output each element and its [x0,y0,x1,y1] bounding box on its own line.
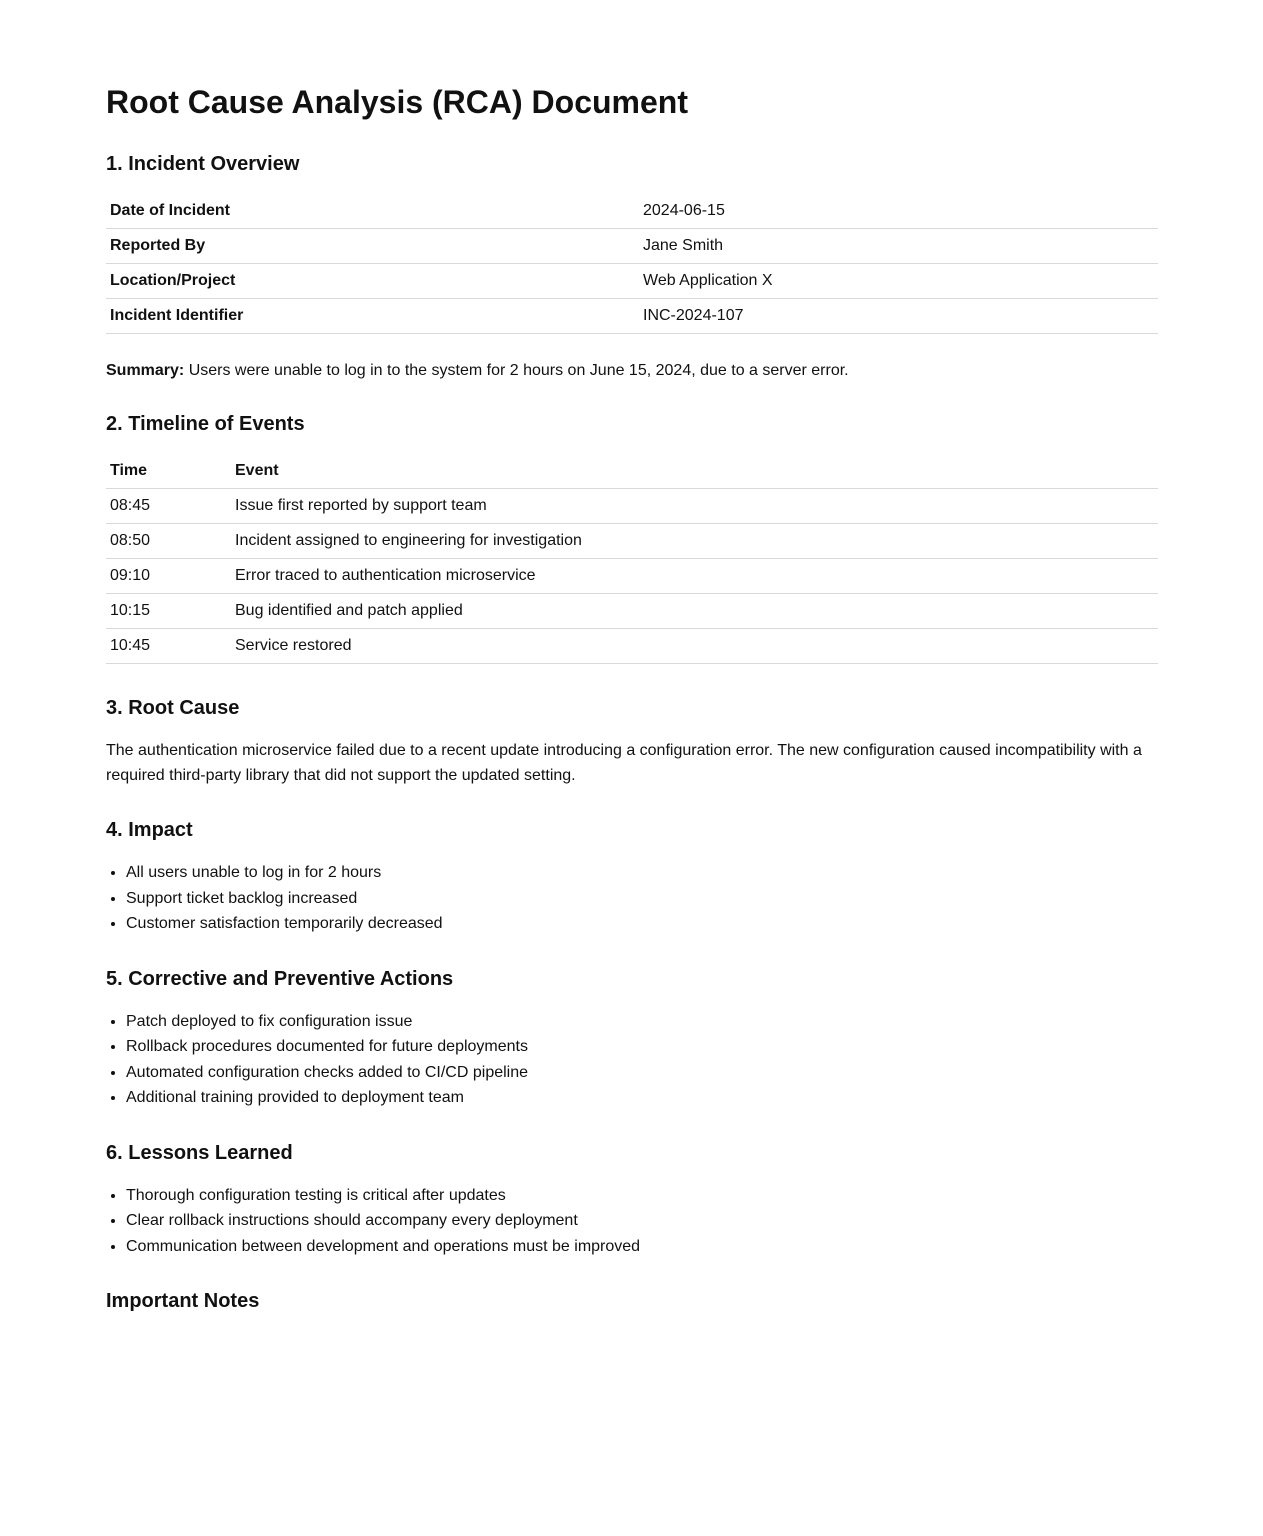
impact-heading: 4. Impact [106,819,193,841]
table-row [106,559,1158,594]
column-header-time: Time [106,454,231,489]
root-cause-text: The authentication microservice failed due to a recent update introducing a configuration error. The new configuration caused incompatibility with a required third-party library that did not support the updated setting. [106,742,1142,784]
table-row [106,299,1158,334]
timeline-time: 09:10 [106,559,231,594]
overview-key: Reported By [106,229,639,264]
table-row [106,629,1158,664]
incident-overview-table [106,194,1158,334]
impact-list [106,860,1158,937]
list-item: • Clear rollback instructions should accompany every deployment [126,1208,1158,1234]
overview-value: INC-2024-107 [639,299,1158,334]
overview-value: Jane Smith [639,229,1158,264]
summary-label: Summary: [106,362,185,379]
column-header-event: Event [231,454,1158,489]
overview-value: 2024-06-15 [639,194,1158,229]
table-row [106,489,1158,524]
timeline-event: Bug identified and patch applied [231,594,1158,629]
lessons-list [106,1183,1158,1260]
timeline-time: 08:45 [106,489,231,524]
table-row [106,229,1158,264]
overview-key: Incident Identifier [106,299,639,334]
summary-text: Users were unable to log in to the system for 2 hours on June 15, 2024, due to a server error. [184,362,849,379]
timeline-event: Issue first reported by support team [231,489,1158,524]
list-item: • Rollback procedures documented for future deployments [126,1034,1158,1060]
root-cause-heading: 3. Root Cause [106,697,240,719]
list-item: • Customer satisfaction temporarily decreased [126,911,1158,937]
timeline-table [106,454,1158,664]
incident-summary [106,360,1158,382]
actions-heading: 5. Corrective and Preventive Actions [106,967,454,990]
table-row [106,194,1158,229]
table-row [106,524,1158,559]
timeline-event: Error traced to authentication microservice [231,559,1158,594]
timeline-section [106,412,1158,664]
overview-key: Location/Project [106,264,639,299]
actions-section [106,967,1158,1111]
timeline-event: Service restored [231,629,1158,664]
list-item: • Patch deployed to fix configuration issue [126,1009,1158,1035]
timeline-event: Incident assigned to engineering for investigation [231,524,1158,559]
table-row [106,594,1158,629]
list-item: • Automated configuration checks added to CI/CD pipeline [126,1060,1158,1086]
list-item: • Communication between development and operations must be improved [126,1234,1158,1260]
root-cause-section [106,696,1158,788]
list-item: • Additional training provided to deployment team [126,1085,1158,1111]
timeline-time: 08:50 [106,524,231,559]
list-item: • Support ticket backlog increased [126,886,1158,912]
table-row [106,264,1158,299]
overview-key: Date of Incident [106,194,639,229]
timeline-time: 10:15 [106,594,231,629]
document-title: Root Cause Analysis (RCA) Document [106,84,688,120]
actions-list [106,1009,1158,1111]
list-item: • Thorough configuration testing is critical after updates [126,1183,1158,1209]
important-notes-section [106,1289,1158,1313]
timeline-time: 10:45 [106,629,231,664]
list-item: • All users unable to log in for 2 hours [126,860,1158,886]
overview-value: Web Application X [639,264,1158,299]
timeline-heading: 2. Timeline of Events [106,413,305,435]
table-header-row [106,454,1158,489]
impact-section [106,818,1158,937]
incident-overview-heading: 1. Incident Overview [106,153,300,175]
important-notes-heading: Important Notes [106,1290,260,1312]
lessons-section [106,1141,1158,1260]
lessons-heading: 6. Lessons Learned [106,1141,293,1164]
incident-overview-section [106,152,1158,382]
